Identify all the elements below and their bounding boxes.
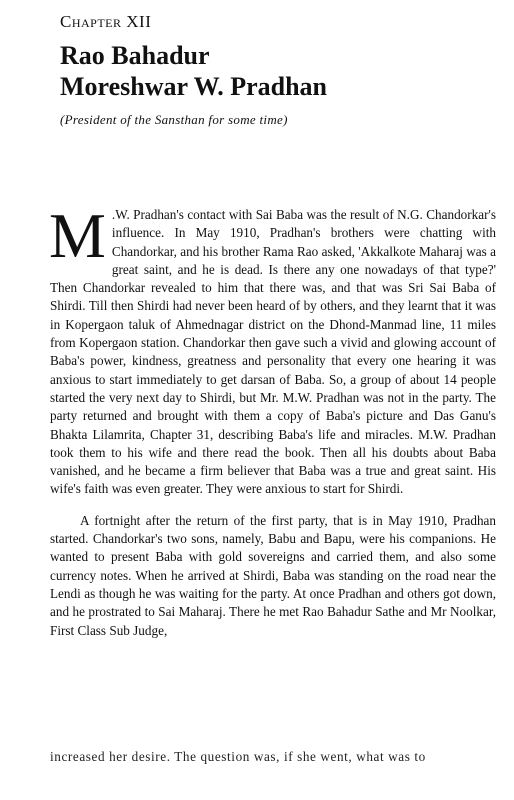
body-text	[49, 200, 496, 640]
chapter-heading: Chapter XII	[60, 12, 152, 31]
chapter-subtitle: (President of the Sansthan for some time)	[60, 112, 288, 127]
title-line-2: Moreshwar W. Pradhan	[60, 72, 328, 101]
cut-off-line-text: increased her desire. The question was, if she went, what was to	[50, 749, 426, 764]
paragraph-1-text: .W. Pradhan's contact with Sai Baba was the result of N.G. Chandorkar's influence. In May 1910, Pradhan's brothers were chatting with Chandorkar, and his brother Rama Rao asked, 'Akkalkote Maharaj was a great saint, and he is dead. Is there any one nowadays of that type?' Then Chandorkar revealed to him that there was, and that was Sri Sai Baba of Shirdi. Till then Shirdi had never been heard of by others, and they learnt that it was in Kopergaon taluk of Ahmednagar district on the Dhond-Manmad line, 11 miles from Kopergaon station. Chandorkar then gave such a vivid and glowing account of Baba's power, kindness, greatness and personality that every one hearing it was anxious to start immediately to get darsan of Baba. So, a group of about 14 people started the very next day to Shirdi, but Mr. M.W. Pradhan was not in the party. The party returned and brought with them a copy of Baba's picture and Das Ganu's Bhakta Lilamrita, Chapter 31, describing Baba's life and miracles. M.W. Pradhan took them to his wife and there read the book. Then all his doubts about Baba vanished, and he became a firm believer that Baba was a true and great saint. His wife's faith was even greater. They were anxious to start for Shirdi.	[50, 207, 496, 497]
title-line-1: Rao Bahadur	[60, 41, 210, 70]
cut-off-line	[50, 749, 496, 767]
chapter-title	[60, 40, 327, 102]
paragraph-2: A fortnight after the return of the first party, that is in May 1910, Pradhan started. Chandorkar's two sons, namely, Babu and Bapu, were his companions. He wanted to present Baba with gold sovereigns and carried them, and also some currency notes. When he arrived at Shirdi, Baba was standing on the road near the Lendi as though he was waiting for the party. At once Pradhan and others got down, and he prostrated to Sai Maharaj. There he met Rao Bahadur Sathe and Mr Noolkar, First Class Sub Judge,	[50, 512, 496, 638]
drop-cap: M	[49, 200, 106, 271]
paragraph-1	[49, 200, 496, 499]
